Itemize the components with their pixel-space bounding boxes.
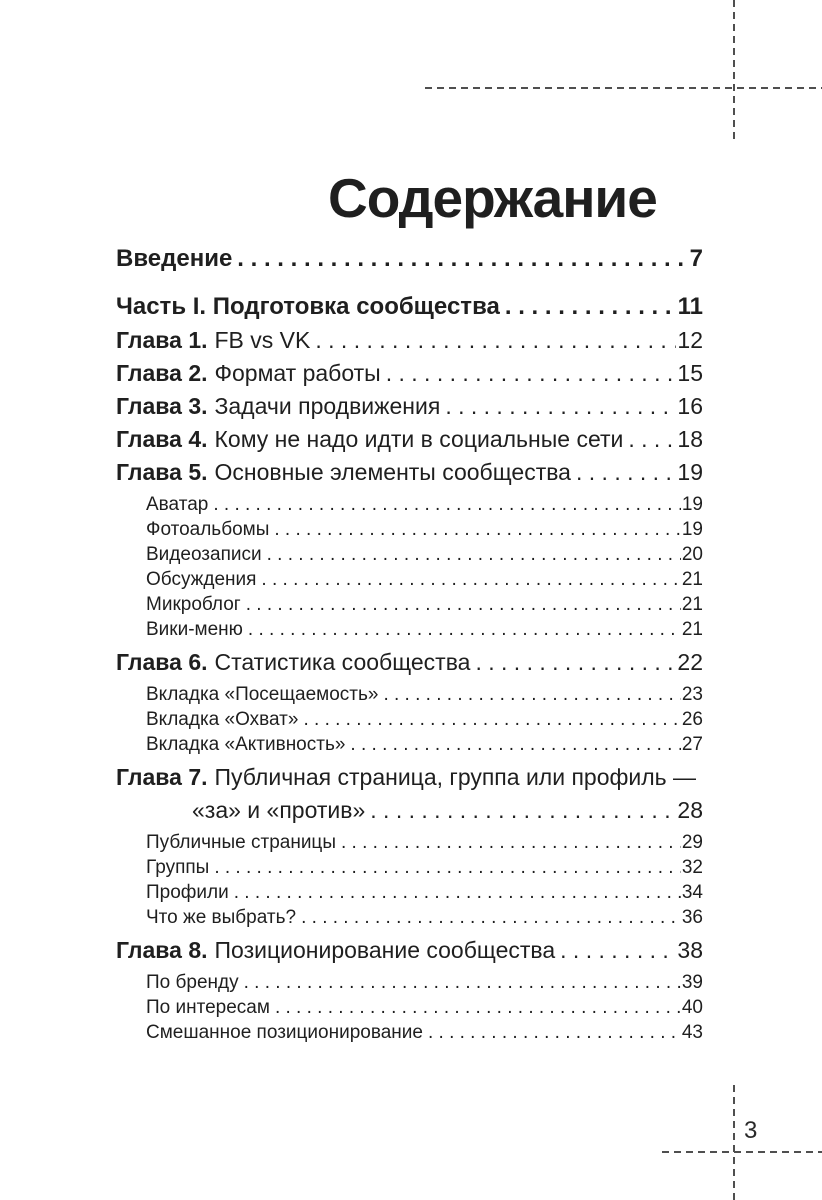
toc-entry-title: По бренду <box>146 972 239 993</box>
toc-entry-prefix: Глава 4. <box>116 426 208 452</box>
toc-entry-prefix: Глава 7. <box>116 764 208 790</box>
toc-entry <box>116 567 703 592</box>
toc-entry-title: Основные элементы сообщества <box>214 459 571 485</box>
toc-entry-line2 <box>116 794 703 827</box>
toc-entry <box>116 995 703 1020</box>
toc-entry <box>116 855 703 880</box>
dot-leader <box>244 970 681 995</box>
toc-entry-page: 11 <box>677 293 703 320</box>
toc-entry <box>116 1020 703 1045</box>
toc-entry-page: 36 <box>681 907 703 928</box>
toc-entry <box>116 517 703 542</box>
toc-entry-title: Кому не надо идти в социальные сети <box>214 426 624 452</box>
dot-leader <box>234 880 681 905</box>
toc-entry <box>116 646 703 679</box>
toc-entry-page: 15 <box>677 360 703 386</box>
toc-entry <box>116 880 703 905</box>
dot-leader <box>370 794 676 827</box>
toc-entry-page: 26 <box>681 709 703 730</box>
toc-entry-page: 27 <box>681 734 703 755</box>
toc-entry-page: 12 <box>677 327 703 353</box>
toc-entry-page: 19 <box>681 494 703 515</box>
toc-entry-page: 32 <box>681 857 703 878</box>
toc-entry-title: Микроблог <box>146 594 241 615</box>
toc-entry-page: 19 <box>681 519 703 540</box>
dot-leader <box>246 592 681 617</box>
toc-entry-page: 19 <box>677 459 703 485</box>
toc-entry <box>116 732 703 757</box>
dot-leader <box>628 423 676 456</box>
toc-entry-page: 7 <box>689 245 703 272</box>
toc-entry-title: Вкладка «Посещаемость» <box>146 684 379 705</box>
toc-entry-page: 28 <box>677 797 703 823</box>
toc-entry <box>116 682 703 707</box>
dot-leader <box>341 830 681 855</box>
dot-leader <box>576 456 676 489</box>
toc-entry-page: 43 <box>681 1022 703 1043</box>
toc-entry-page: 18 <box>677 426 703 452</box>
toc-entry-page: 39 <box>681 972 703 993</box>
toc-entry <box>116 423 703 456</box>
toc-entry-title: Введение <box>116 245 233 272</box>
toc-entry-page: 16 <box>677 393 703 419</box>
page-number: 3 <box>744 1117 758 1144</box>
dot-leader <box>383 682 680 707</box>
toc-entry <box>116 324 703 357</box>
toc-entry-title: Вкладка «Активность» <box>146 734 346 755</box>
toc-entry <box>116 617 703 642</box>
toc-entry <box>116 934 703 967</box>
toc-entry <box>116 970 703 995</box>
toc-entry <box>116 542 703 567</box>
dot-leader <box>275 995 681 1020</box>
toc-entry <box>116 492 703 517</box>
dot-leader <box>560 934 676 967</box>
toc-entry-page: 23 <box>681 684 703 705</box>
dot-leader <box>445 390 676 423</box>
toc-entry-prefix: Глава 5. <box>116 459 208 485</box>
dot-leader <box>261 567 680 592</box>
toc-entry-title: Что же выбрать? <box>146 907 297 928</box>
dot-leader <box>214 855 681 880</box>
toc-entry-title: Позиционирование сообщества <box>214 937 556 963</box>
dot-leader <box>386 357 677 390</box>
toc-entry-title: Фотоальбомы <box>146 519 270 540</box>
toc-entry-title: Вики-меню <box>146 619 243 640</box>
toc-entry-page: 21 <box>681 619 703 640</box>
toc-entry-title: По интересам <box>146 997 270 1018</box>
toc-entry <box>116 905 703 930</box>
dot-leader <box>350 732 680 757</box>
toc-entry <box>116 830 703 855</box>
crop-mark-bottom-vertical <box>733 1085 735 1200</box>
dot-leader <box>274 517 680 542</box>
toc-entry-title: Публичные страницы <box>146 832 336 853</box>
crop-mark-top-horizontal <box>425 87 822 89</box>
toc-entry <box>116 290 703 324</box>
toc-entry <box>116 592 703 617</box>
toc-entry-title: Часть I. Подготовка сообщества <box>116 293 500 320</box>
dot-leader <box>315 324 676 357</box>
toc-entry-title: Публичная страница, группа или профиль — <box>214 764 697 790</box>
toc-entry-page: 21 <box>681 594 703 615</box>
dot-leader <box>303 707 680 732</box>
toc-entry-title: Аватар <box>146 494 209 515</box>
crop-mark-top-vertical <box>733 0 735 143</box>
toc-entry-title: Видеозаписи <box>146 544 262 565</box>
toc-entry-title: Вкладка «Охват» <box>146 709 299 730</box>
toc-entry <box>116 456 703 489</box>
toc-entry <box>116 357 703 390</box>
toc-entry-prefix: Глава 3. <box>116 393 208 419</box>
toc-entry-page: 22 <box>677 649 703 675</box>
toc-list <box>116 242 703 1045</box>
toc-entry-page: 38 <box>677 937 703 963</box>
toc-entry-title: FB vs VK <box>214 327 311 353</box>
page-title: Содержание <box>328 166 657 229</box>
dot-leader <box>301 905 681 930</box>
toc-entry-page: 34 <box>681 882 703 903</box>
toc-entry-title: Группы <box>146 857 210 878</box>
dot-leader <box>248 617 681 642</box>
toc-entry-page: 29 <box>681 832 703 853</box>
toc-entry-page: 40 <box>681 997 703 1018</box>
toc-entry <box>116 390 703 423</box>
dot-leader <box>267 542 681 567</box>
toc-entry-title: Формат работы <box>214 360 381 386</box>
dot-leader <box>505 290 677 324</box>
toc-entry-prefix: Глава 2. <box>116 360 208 386</box>
crop-mark-bottom-horizontal <box>662 1151 822 1153</box>
dot-leader <box>475 646 676 679</box>
toc-entry-title: Задачи продвижения <box>214 393 441 419</box>
toc-entry-title: Профили <box>146 882 229 903</box>
toc-entry-title: Обсуждения <box>146 569 257 590</box>
toc-entry-prefix: Глава 6. <box>116 649 208 675</box>
toc-entry-page: 21 <box>681 569 703 590</box>
dot-leader <box>428 1020 681 1045</box>
toc-entry-prefix: Глава 8. <box>116 937 208 963</box>
dot-leader <box>237 242 688 276</box>
toc-entry-line1 <box>116 761 703 794</box>
toc-entry-title-continued: «за» и «против» <box>192 797 366 823</box>
toc-entry-title: Статистика сообщества <box>214 649 471 675</box>
toc-entry <box>116 242 703 276</box>
toc-entry <box>116 761 703 827</box>
toc-entry-title: Смешанное позиционирование <box>146 1022 423 1043</box>
toc-entry-page: 20 <box>681 544 703 565</box>
toc-entry <box>116 707 703 732</box>
toc-entry-prefix: Глава 1. <box>116 327 208 353</box>
dot-leader <box>213 492 681 517</box>
